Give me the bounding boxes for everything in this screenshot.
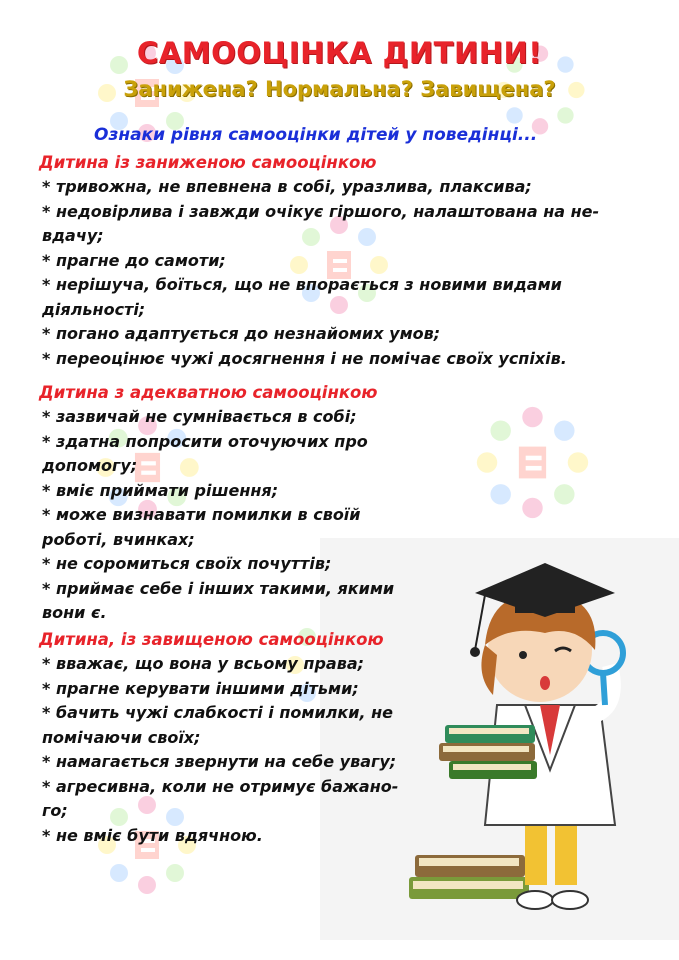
list-item: * намагається звернути на себе увагу; xyxy=(42,752,397,771)
section-adequate-self-esteem xyxy=(39,381,427,626)
list-item: * зазвичай не сумнівається в собі; xyxy=(42,407,357,426)
list-item: * не вміє бути вдячною. xyxy=(42,825,263,845)
list-item: * недовірлива і завжди очікує гіршого, налаштована на не-вдачу; xyxy=(42,201,600,245)
section-heading: Дитина, із завищеною самооцінкою xyxy=(39,630,384,649)
list-item: * погано адаптується до незнайомих умов; xyxy=(42,324,441,343)
section-heading: Дитина з адекватною самооцінкою xyxy=(39,383,378,402)
logo-rosette-icon xyxy=(470,400,595,525)
section-low-self-esteem xyxy=(39,151,642,371)
list-item: * прагне до самоти; xyxy=(42,250,226,270)
list-item: * тривожна, не впевнена в собі, уразлива, плаксива; xyxy=(42,177,532,196)
section-high-self-esteem xyxy=(39,628,422,848)
intro-text: Ознаки рівня самооцінки дітей у поведінці... xyxy=(94,125,538,145)
list-item: * переоцінює чужі досягнення і не помічає своїх успіхів. xyxy=(42,348,567,368)
list-item: * приймає себе і інших такими, якими вони є. xyxy=(42,578,395,622)
list-item: * може визнавати помилки в своїй роботі, вчинках; xyxy=(42,505,361,549)
child-scholar-illustration-icon xyxy=(405,555,665,925)
list-item: * нерішуча, боїться, що не впорається з новими видами діяльності; xyxy=(42,275,562,319)
list-item: * прагне керувати іншими дітьми; xyxy=(42,678,359,698)
section-heading: Дитина із заниженою самооцінкою xyxy=(39,153,377,172)
list-item: * агресивна, коли не отримує бажано-го; xyxy=(42,776,399,820)
list-item: * бачить чужі слабкості і помилки, не помічаючи своїх; xyxy=(42,703,394,747)
list-item: * вміє приймати рішення; xyxy=(42,480,279,500)
list-item: * здатна попросити оточуючих про допомогу; xyxy=(42,431,368,475)
list-item: * вважає, що вона у всьому права; xyxy=(42,654,365,673)
list-item: * не соромиться своїх почуттів; xyxy=(42,554,332,573)
page-title: САМООЦІНКА ДИТИНИ! xyxy=(136,36,543,70)
page-subtitle: Занижена? Нормальна? Завищена? xyxy=(123,77,556,101)
